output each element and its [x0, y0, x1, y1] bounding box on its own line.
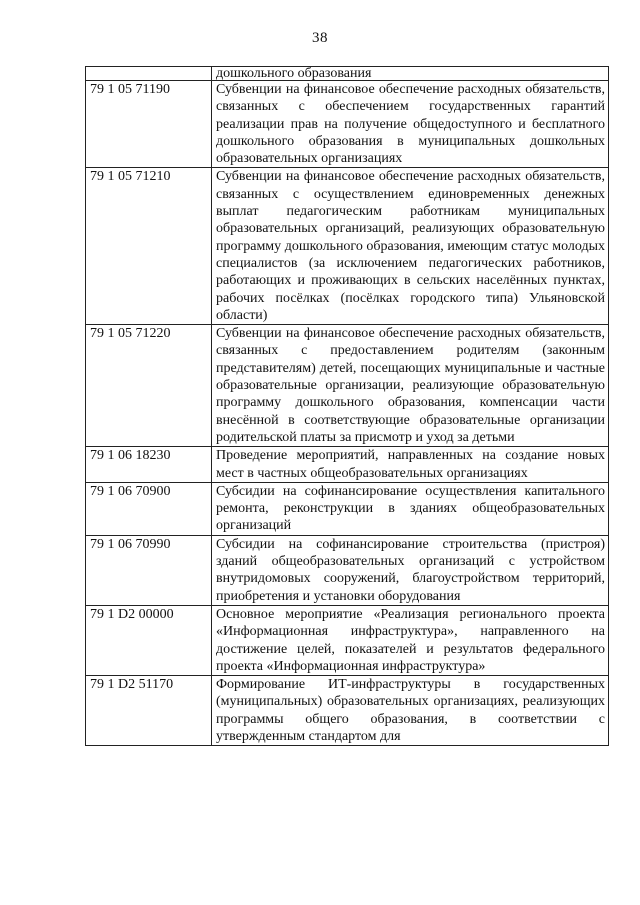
code-cell: 79 1 05 71220 — [86, 325, 212, 447]
description-cell: Основное мероприятие «Реализация регионального проекта «Информационная инфраструктура», направленного на достижение целей, показателей и результатов федерального проекта «Информационная инфраструктура» — [212, 605, 609, 675]
code-cell: 79 1 D2 51170 — [86, 676, 212, 746]
description-cell: дошкольного образования — [212, 67, 609, 81]
code-cell — [86, 67, 212, 81]
table-row — [86, 605, 609, 675]
description-cell: Субсидии на софинансирование осуществления капитального ремонта, реконструкции в зданиях общеобразовательных организаций — [212, 482, 609, 535]
code-cell: 79 1 06 18230 — [86, 447, 212, 483]
code-cell: 79 1 D2 00000 — [86, 605, 212, 675]
description-cell: Субвенции на финансовое обеспечение расходных обязательств, связанных с предоставлением родителям (законным представителям) детей, посещающих муниципальные и частные образовательные организации, реализующие образовательную программу дошкольного образования, компенсации части внесённой в соответствующие образовательные организации родительской платы за присмотр и уход за детьми — [212, 325, 609, 447]
code-cell: 79 1 05 71190 — [86, 81, 212, 168]
description-cell: Формирование ИТ-инфраструктуры в государственных (муниципальных) образовательных организациях, реализующих программы общего образования, в соответствии с утвержденным стандартом для — [212, 676, 609, 746]
table-row — [86, 168, 609, 325]
code-cell: 79 1 05 71210 — [86, 168, 212, 325]
table-row — [86, 325, 609, 447]
table-row — [86, 447, 609, 483]
table-row — [86, 81, 609, 168]
description-cell: Субвенции на финансовое обеспечение расходных обязательств, связанных с обеспечением государственных гарантий реализации прав на получение общедоступного и бесплатного дошкольного образования в муниципальных дошкольных образовательных организациях — [212, 81, 609, 168]
description-cell: Субсидии на софинансирование строительства (пристроя) зданий общеобразовательных организаций с устройством внутридомовых сооружений, благоустройством территорий, приобретения и установки оборудования — [212, 535, 609, 605]
code-cell: 79 1 06 70900 — [86, 482, 212, 535]
table-row — [86, 676, 609, 746]
code-cell: 79 1 06 70990 — [86, 535, 212, 605]
table-row — [86, 67, 609, 81]
budget-code-table — [85, 66, 609, 746]
table-row — [86, 535, 609, 605]
table-row — [86, 482, 609, 535]
description-cell: Проведение мероприятий, направленных на создание новых мест в частных общеобразовательных организациях — [212, 447, 609, 483]
page-number: 38 — [312, 30, 328, 46]
description-cell: Субвенции на финансовое обеспечение расходных обязательств, связанных с осуществлением единовременных денежных выплат педагогическим работникам муниципальных образовательных организаций, реализующих образовательную программу дошкольного образования, имеющим статус молодых специалистов (за исключением педагогических работников, работающих и проживающих в сельских населённых пунктах, рабочих посёлках (посёлках городского типа) Ульяновской области) — [212, 168, 609, 325]
